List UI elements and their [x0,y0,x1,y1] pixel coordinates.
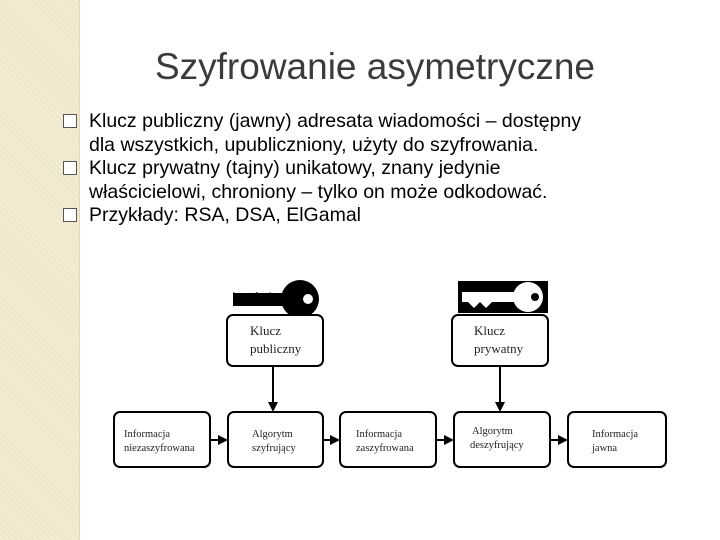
plaintext-label-line1: Informacja [124,429,171,440]
bullet-text-line: Klucz publiczny (jawny) adresata wiadomości – dostępny [89,110,582,132]
private-key-icon [458,281,548,313]
ciphertext-label-line1: Informacja [356,429,403,440]
output-label-line1: Informacja [592,429,639,440]
decrypt-label-line2: deszyfrujący [470,440,524,451]
bullet-text-line: dla wszystkich, upubliczniony, użyty do szyfrowania. [89,133,539,156]
public-key-label-line1: Klucz [250,323,282,338]
slide-title: Szyfrowanie asymetryczne [154,46,596,87]
output-label-line2: jawna [592,443,618,454]
plaintext-label-line2: niezaszyfrowana [124,443,195,454]
encrypt-label-line2: szyfrujący [252,443,296,454]
public-key-label-line2: publiczny [250,341,302,356]
bullet-text-line: Przykłady: RSA, DSA, ElGamal [89,204,361,226]
bullet-text-line: Klucz prywatny (tajny) unikatowy, znany jedynie [89,157,501,179]
bullet-text-line: właścicielowi, chroniony – tylko on może odkodować. [89,180,548,203]
public-key-icon [233,280,319,318]
ciphertext-label-line2: zaszyfrowana [356,443,414,454]
private-key-label-line1: Klucz [474,323,506,338]
encrypt-label-line1: Algorytm [252,429,293,440]
decrypt-label-line1: Algorytm [472,426,513,437]
private-key-label-line2: prywatny [474,341,524,356]
